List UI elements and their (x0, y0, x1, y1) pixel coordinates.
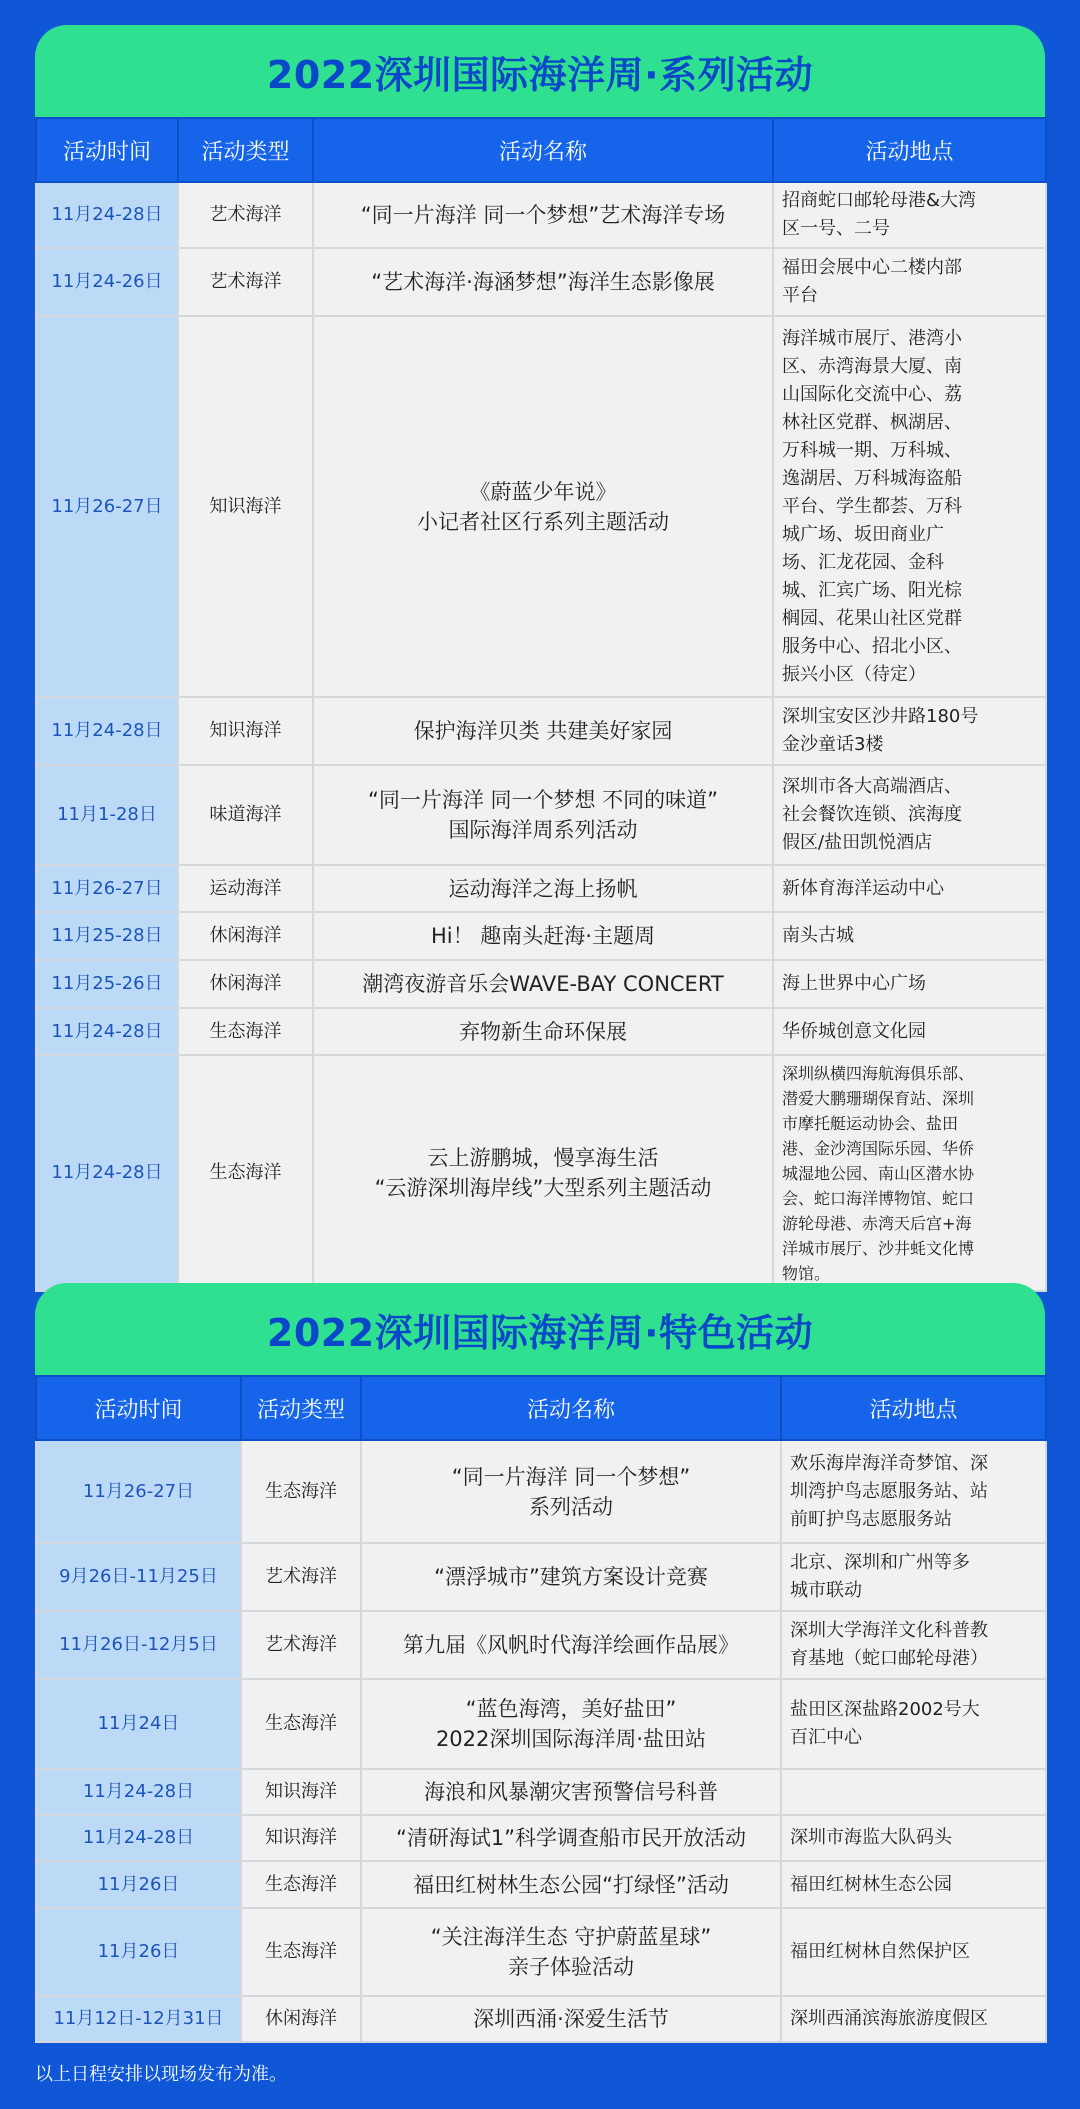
header-name: 活动名称 (313, 118, 773, 182)
activity-location: 深圳市各大高端酒店、 社会餐饮连锁、滨海度 假区/盐田凯悦酒店 (773, 765, 1046, 865)
activity-location: 盐田区深盐路2002号大 百汇中心 (781, 1679, 1046, 1769)
activity-name: 第九届《风帆时代海洋绘画作品展》 (361, 1611, 781, 1679)
activity-name: “清研海试1”科学调查船市民开放活动 (361, 1815, 781, 1861)
activity-location: 深圳西涌滨海旅游度假区 (781, 1996, 1046, 2042)
activity-date: 11月12日-12月31日 (36, 1996, 241, 2042)
activity-location: 福田会展中心二楼内部 平台 (773, 248, 1046, 316)
activity-type: 生态海洋 (241, 1861, 361, 1908)
activity-type: 艺术海洋 (241, 1611, 361, 1679)
activity-date: 11月24-28日 (36, 1008, 178, 1055)
activity-type: 休闲海洋 (178, 912, 313, 960)
table-row (36, 1679, 1046, 1769)
activity-name: “同一片海洋 同一个梦想”艺术海洋专场 (313, 182, 773, 248)
activity-location: 南头古城 (773, 912, 1046, 960)
activity-type: 艺术海洋 (241, 1543, 361, 1611)
activity-date: 11月24日 (36, 1679, 241, 1769)
table-row (36, 1908, 1046, 1996)
activity-type: 生态海洋 (241, 1440, 361, 1543)
activity-date: 11月25-28日 (36, 912, 178, 960)
header-time: 活动时间 (36, 1376, 241, 1440)
activity-name: 云上游鹏城，慢享海生活 “云游深圳海岸线”大型系列主题活动 (313, 1055, 773, 1291)
activity-date: 11月25-26日 (36, 960, 178, 1008)
activity-type: 生态海洋 (178, 1055, 313, 1291)
section2-title: 2022深圳国际海洋周·特色活动 (35, 1283, 1045, 1375)
table-row (36, 865, 1046, 912)
activity-location: 深圳宝安区沙井路180号 金沙童话3楼 (773, 697, 1046, 765)
featured-activities-table (35, 1375, 1047, 2043)
activity-date: 11月24-28日 (36, 1815, 241, 1861)
table-row (36, 248, 1046, 316)
activity-name: 保护海洋贝类 共建美好家园 (313, 697, 773, 765)
activity-type: 生态海洋 (178, 1008, 313, 1055)
section1-title: 2022深圳国际海洋周·系列活动 (35, 25, 1045, 117)
activity-name: 弃物新生命环保展 (313, 1008, 773, 1055)
activity-location: 深圳市海监大队码头 (781, 1815, 1046, 1861)
activity-name: “蓝色海湾，美好盐田” 2022深圳国际海洋周·盐田站 (361, 1679, 781, 1769)
table-row (36, 1996, 1046, 2042)
activity-location: 欢乐海岸海洋奇梦馆、深 圳湾护鸟志愿服务站、站 前町护鸟志愿服务站 (781, 1440, 1046, 1543)
activity-name: “同一片海洋 同一个梦想 不同的味道” 国际海洋周系列活动 (313, 765, 773, 865)
header-location: 活动地点 (773, 118, 1046, 182)
header-type: 活动类型 (178, 118, 313, 182)
table-row (36, 765, 1046, 865)
table-header-row (36, 118, 1046, 182)
activity-location: 海上世界中心广场 (773, 960, 1046, 1008)
activity-location: 招商蛇口邮轮母港&大湾 区一号、二号 (773, 182, 1046, 248)
activity-location: 福田红树林生态公园 (781, 1861, 1046, 1908)
activity-date: 11月24-28日 (36, 182, 178, 248)
header-location: 活动地点 (781, 1376, 1046, 1440)
activity-type: 休闲海洋 (178, 960, 313, 1008)
table-row (36, 1611, 1046, 1679)
table-row (36, 960, 1046, 1008)
schedule-footnote: 以上日程安排以现场发布为准。 (35, 2064, 287, 2085)
table-row (36, 1543, 1046, 1611)
activity-date: 9月26日-11月25日 (36, 1543, 241, 1611)
activity-date: 11月26-27日 (36, 1440, 241, 1543)
table-row (36, 1055, 1046, 1291)
activity-name: “艺术海洋·海涵梦想”海洋生态影像展 (313, 248, 773, 316)
activity-date: 11月24-26日 (36, 248, 178, 316)
activity-type: 知识海洋 (178, 697, 313, 765)
activity-name: “同一片海洋 同一个梦想” 系列活动 (361, 1440, 781, 1543)
series-activities-table (35, 117, 1047, 1292)
activity-location (781, 1769, 1046, 1815)
activity-name: “关注海洋生态 守护蔚蓝星球” 亲子体验活动 (361, 1908, 781, 1996)
activity-date: 11月1-28日 (36, 765, 178, 865)
table-row (36, 1861, 1046, 1908)
activity-location: 华侨城创意文化园 (773, 1008, 1046, 1055)
activity-location: 北京、深圳和广州等多 城市联动 (781, 1543, 1046, 1611)
activity-name: 潮湾夜游音乐会WAVE-BAY CONCERT (313, 960, 773, 1008)
table-row (36, 316, 1046, 697)
activity-type: 艺术海洋 (178, 182, 313, 248)
activity-type: 知识海洋 (178, 316, 313, 697)
activity-date: 11月26日 (36, 1908, 241, 1996)
table-row (36, 912, 1046, 960)
activity-name: 深圳西涌·深爱生活节 (361, 1996, 781, 2042)
table-row (36, 1440, 1046, 1543)
activity-name: 福田红树林生态公园“打绿怪”活动 (361, 1861, 781, 1908)
activity-name: 运动海洋之海上扬帆 (313, 865, 773, 912)
table-row (36, 1008, 1046, 1055)
table-row (36, 1815, 1046, 1861)
activity-type: 运动海洋 (178, 865, 313, 912)
activity-type: 味道海洋 (178, 765, 313, 865)
activity-date: 11月26日-12月5日 (36, 1611, 241, 1679)
activity-type: 生态海洋 (241, 1679, 361, 1769)
activity-date: 11月24-28日 (36, 1769, 241, 1815)
activity-location: 深圳纵横四海航海俱乐部、 潜爱大鹏珊瑚保育站、深圳 市摩托艇运动协会、盐田 港、金沙湾国际乐园、华侨 城湿地公园、南山区潜水协 会、蛇口海洋博物馆、蛇口 游轮母港、赤湾天后宫+海 洋城市展厅、沙井蚝文化博 物馆。 (773, 1055, 1046, 1291)
header-time: 活动时间 (36, 118, 178, 182)
activity-type: 休闲海洋 (241, 1996, 361, 2042)
activity-name: 海浪和风暴潮灾害预警信号科普 (361, 1769, 781, 1815)
table-row (36, 697, 1046, 765)
header-type: 活动类型 (241, 1376, 361, 1440)
activity-name: Hi！ 趣南头赶海·主题周 (313, 912, 773, 960)
activity-type: 艺术海洋 (178, 248, 313, 316)
activity-location: 新体育海洋运动中心 (773, 865, 1046, 912)
activity-type: 知识海洋 (241, 1769, 361, 1815)
activity-date: 11月26-27日 (36, 316, 178, 697)
activity-location: 深圳大学海洋文化科普教 育基地（蛇口邮轮母港） (781, 1611, 1046, 1679)
activity-date: 11月26-27日 (36, 865, 178, 912)
activity-type: 知识海洋 (241, 1815, 361, 1861)
activity-name: 《蔚蓝少年说》 小记者社区行系列主题活动 (313, 316, 773, 697)
activity-name: “漂浮城市”建筑方案设计竞赛 (361, 1543, 781, 1611)
activity-date: 11月24-28日 (36, 1055, 178, 1291)
activity-location: 海洋城市展厅、港湾小 区、赤湾海景大厦、南 山国际化交流中心、荔 林社区党群、枫湖居、 万科城一期、万科城、 逸湖居、万科城海盗船 平台、学生都荟、万科 城广场、坂田商业广 场、汇龙花园、金科 城、汇宾广场、阳光棕 榈园、花果山社区党群 服务中心、招北小区、 振兴小区（待定） (773, 316, 1046, 697)
table-header-row (36, 1376, 1046, 1440)
table-row (36, 1769, 1046, 1815)
activity-date: 11月26日 (36, 1861, 241, 1908)
header-name: 活动名称 (361, 1376, 781, 1440)
table-row (36, 182, 1046, 248)
activity-type: 生态海洋 (241, 1908, 361, 1996)
activity-date: 11月24-28日 (36, 697, 178, 765)
activity-location: 福田红树林自然保护区 (781, 1908, 1046, 1996)
